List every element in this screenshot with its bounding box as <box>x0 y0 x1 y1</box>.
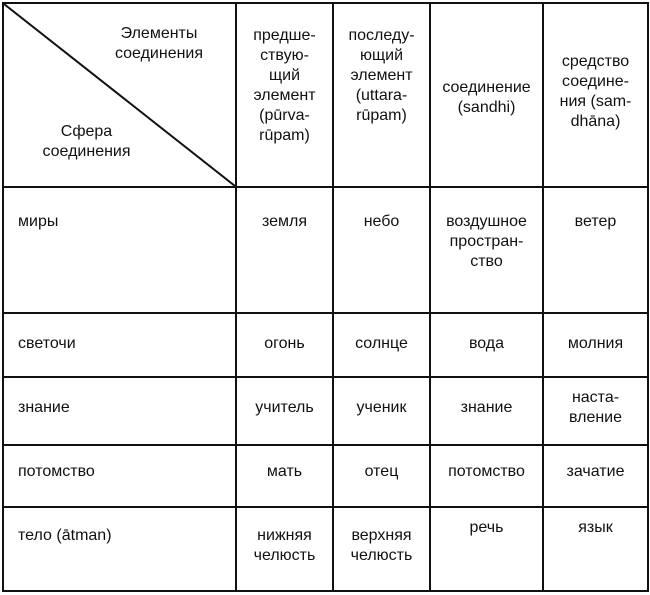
cell-text: воздушное <box>446 213 527 230</box>
cell-text: потомство <box>448 463 525 480</box>
cell-text: огонь <box>264 335 305 352</box>
cell-text: знание <box>460 399 513 416</box>
header-text: предше- <box>253 27 316 44</box>
row-label-text: светочи <box>18 335 76 352</box>
table-cell <box>236 377 333 445</box>
cell-text: молния <box>567 335 624 352</box>
cell-text: ство <box>470 253 503 270</box>
header-text: элемент <box>253 87 316 104</box>
cell-text: речь <box>469 519 504 536</box>
table-cell <box>430 313 543 377</box>
corner-bottom-line2: соединения <box>42 143 131 160</box>
cell-text: ученик <box>356 399 407 416</box>
row-label-text: знание <box>18 399 70 416</box>
table-cell <box>543 187 648 313</box>
corner-cell <box>3 3 236 187</box>
corner-top-label <box>94 24 224 64</box>
header-text: средство <box>561 53 630 70</box>
header-text: (sandhi) <box>457 99 516 116</box>
cell-text: ветер <box>574 213 617 230</box>
row-label <box>3 507 236 591</box>
header-text: элемент <box>350 67 413 84</box>
table-row <box>3 445 648 507</box>
table-cell <box>430 377 543 445</box>
header-preceding <box>236 3 333 187</box>
cell-text: мать <box>266 463 303 480</box>
cell-text: простран- <box>449 233 524 250</box>
corner-bottom-label <box>24 122 149 162</box>
row-label <box>3 445 236 507</box>
row-label <box>3 313 236 377</box>
table-row <box>3 313 648 377</box>
cell-text: солнце <box>355 335 408 352</box>
correspondence-table <box>2 2 649 592</box>
cell-text: челюсть <box>350 547 413 564</box>
table-cell <box>236 445 333 507</box>
cell-text: вление <box>568 409 623 426</box>
row-label <box>3 187 236 313</box>
header-text: соедине- <box>562 73 629 90</box>
cell-text: учитель <box>255 399 314 416</box>
cell-text: верхняя <box>351 527 412 544</box>
header-text: ния (sam- <box>559 93 632 110</box>
header-text: ющий <box>359 47 404 64</box>
header-text: rūpam) <box>259 127 310 144</box>
table-cell <box>430 445 543 507</box>
table-cell <box>333 187 430 313</box>
header-junction <box>430 3 543 187</box>
table-cell <box>543 313 648 377</box>
header-text: ствую- <box>260 47 309 64</box>
header-text: (uttara- <box>355 87 408 104</box>
row-label-text: тело <box>18 527 52 544</box>
corner-top-line2: соединения <box>114 45 204 62</box>
row-label-text: (ātman) <box>56 527 112 544</box>
cell-text: наста- <box>571 389 620 406</box>
row-label-text: миры <box>18 213 59 230</box>
table-cell <box>333 313 430 377</box>
header-text: последу- <box>348 27 415 44</box>
table-cell <box>543 507 648 591</box>
table-cell <box>543 377 648 445</box>
header-text: (pūrva- <box>259 107 310 124</box>
cell-text: язык <box>578 519 613 536</box>
table-cell <box>543 445 648 507</box>
cell-text: зачатие <box>566 463 625 480</box>
table-row <box>3 377 648 445</box>
cell-text: вода <box>468 335 505 352</box>
table-cell <box>430 507 543 591</box>
row-label-text: потомство <box>18 463 95 480</box>
cell-text: небо <box>363 213 400 230</box>
cell-text: челюсть <box>253 547 316 564</box>
header-text: щий <box>268 67 301 84</box>
table-row <box>3 187 648 313</box>
header-text: соединение <box>442 79 531 96</box>
header-text: dhāna) <box>570 113 621 130</box>
header-row <box>3 3 648 187</box>
table-cell <box>236 507 333 591</box>
table-row <box>3 507 648 591</box>
cell-text: земля <box>261 213 308 230</box>
corner-bottom-line1: Сфера <box>60 123 113 140</box>
table-cell <box>333 507 430 591</box>
row-label <box>3 377 236 445</box>
cell-text: отец <box>364 463 399 480</box>
cell-text: нижняя <box>257 527 312 544</box>
header-means <box>543 3 648 187</box>
table-cell <box>236 187 333 313</box>
table-cell <box>430 187 543 313</box>
corner-top-line1: Элементы <box>120 25 198 42</box>
table-cell <box>333 377 430 445</box>
header-following <box>333 3 430 187</box>
header-text: rūpam) <box>356 107 407 124</box>
table-cell <box>236 313 333 377</box>
table-cell <box>333 445 430 507</box>
